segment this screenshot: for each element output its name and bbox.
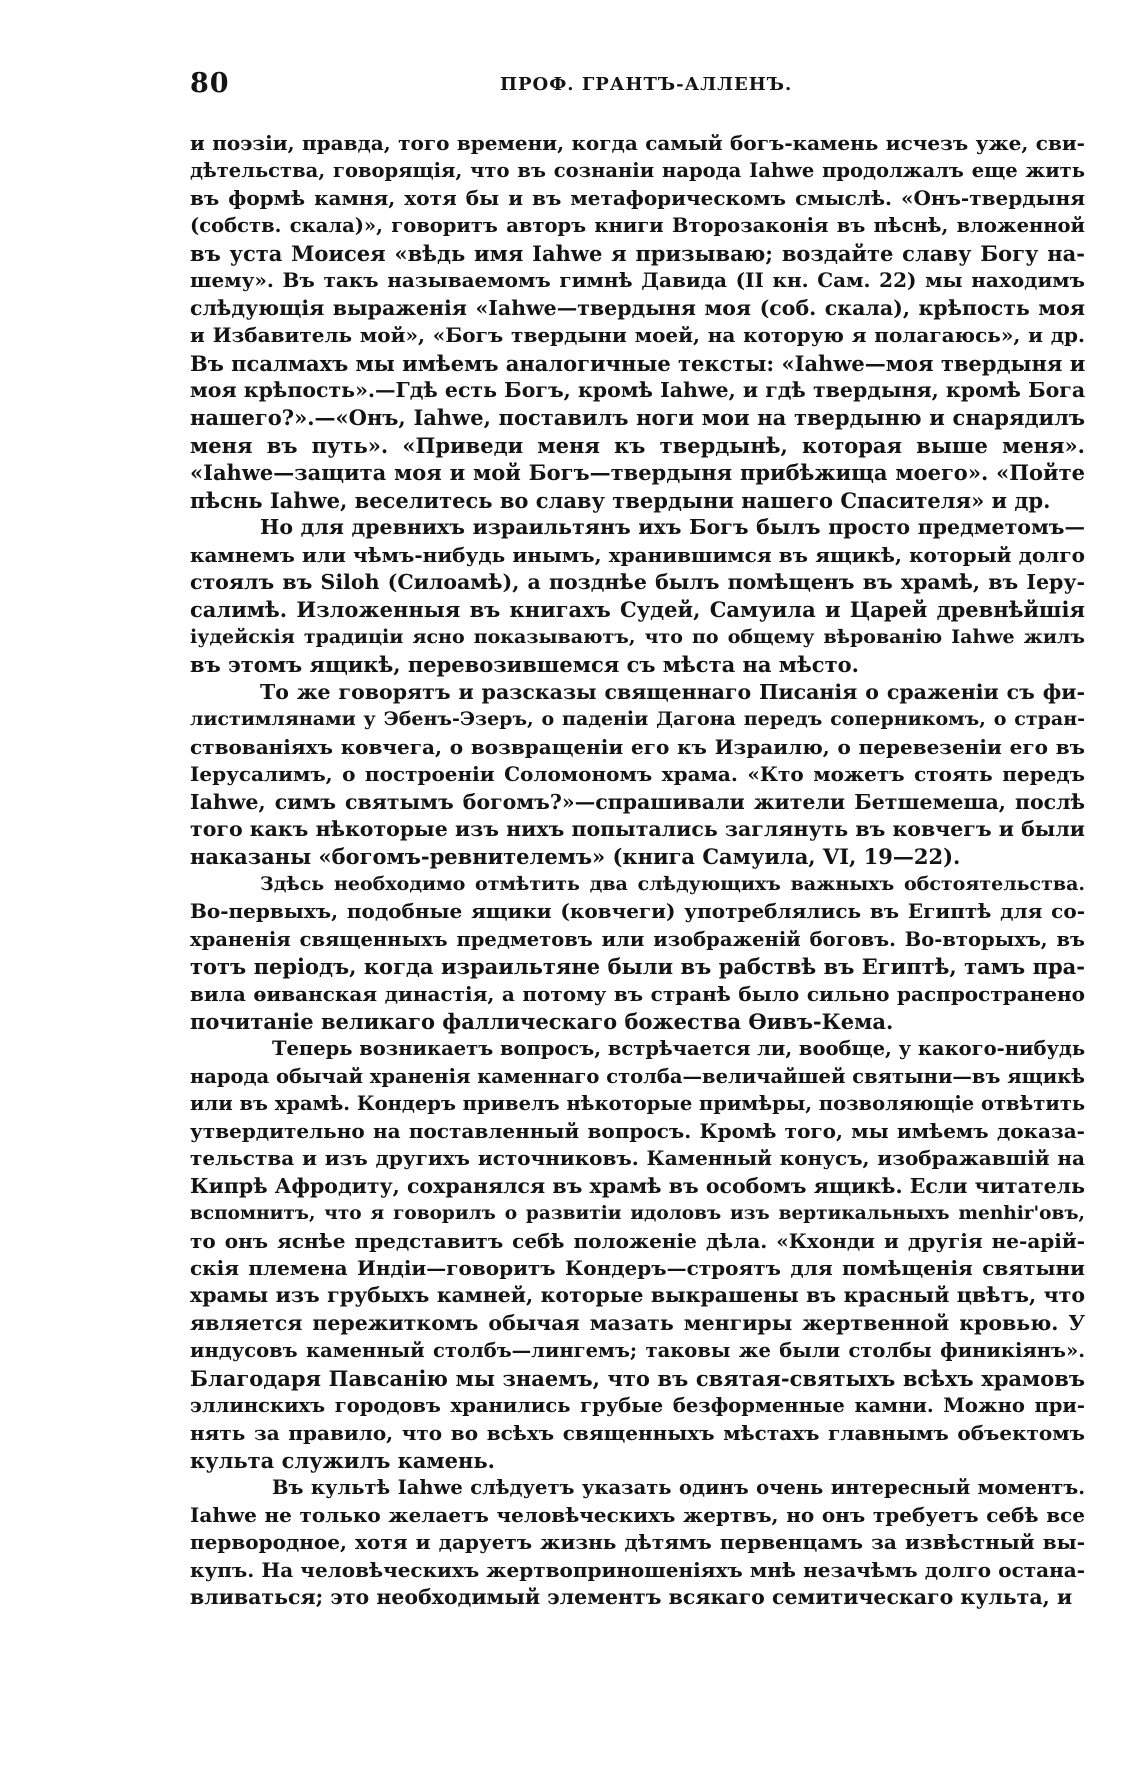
text-line: въ этомъ ящикѣ, перевозившемся съ мѣста на мѣсто. bbox=[190, 652, 859, 678]
text-line: iудейскія традиціи ясно показываютъ, что по общему вѣрованію Iahwe жилъ bbox=[190, 625, 1085, 648]
text-line: первородное, хотя и даруетъ жизнь дѣтямъ первенцамъ за извѣстный вы- bbox=[190, 1530, 1085, 1555]
text-line: Въ псалмахъ мы имѣемъ аналогичные тексты: «Iahwe—моя твердыня и bbox=[190, 350, 1085, 376]
running-title: ПРОФ. ГРАНТЪ-АЛЛЕНЪ. bbox=[500, 74, 793, 95]
text-line: Теперь возникаетъ вопросъ, встрѣчается ли, вообще, у какого-нибудь bbox=[272, 1037, 1085, 1061]
text-line: меня въ путь». «Приведи меня къ твердынѣ, которая выше меня». bbox=[190, 432, 1085, 458]
text-line: вспомнитъ, что я говорилъ о развитіи идоловъ изъ вертикальныхъ menhir'овъ, bbox=[190, 1203, 1085, 1225]
text-line: тотъ періодъ, когда израильтяне были въ рабствѣ въ Египтѣ, тамъ пра- bbox=[190, 954, 1085, 980]
text-line: нять за правило, что во всѣхъ священныхъ мѣстахъ главнымъ объектомъ bbox=[190, 1420, 1085, 1445]
text-line: въ формѣ камня, хотя бы и въ метафорическомъ смыслѣ. «Онъ-твердыня bbox=[190, 185, 1085, 210]
text-line: того какъ нѣкоторые изъ нихъ попытались заглянуть въ ковчегъ и были bbox=[190, 816, 1085, 841]
paragraph-4 bbox=[190, 871, 1085, 1036]
text-line: Во-первыхъ, подобные ящики (ковчеги) употреблялись въ Египтѣ для со- bbox=[190, 899, 1085, 924]
text-line: (собств. скала)», говоритъ авторъ книги Второзаконія въ пѣснѣ, вложенной bbox=[190, 214, 1085, 238]
text-line: храненія священныхъ предметовъ или изображеній боговъ. Во-вторыхъ, въ bbox=[190, 927, 1085, 951]
text-line: въ уста Моисея «вѣдь имя Iahwe я призываю; воздайте славу Богу на- bbox=[190, 240, 1085, 266]
text-line: народа обычай храненія каменнаго столба—величайшей святыни—въ ящикѣ bbox=[190, 1064, 1085, 1088]
text-line: пѣснь Iahwe, веселитесь во славу твердыни нашего Спасителя» и др. bbox=[190, 487, 1051, 513]
paragraph-2 bbox=[190, 514, 1085, 679]
text-line: То же говорятъ и разсказы священнаго Писанія о сраженіи съ фи- bbox=[260, 679, 1085, 704]
text-line: Iahwe не только желаетъ человѣческихъ жертвъ, но онъ требуетъ себѣ все bbox=[190, 1502, 1085, 1527]
text-line: Въ культѣ Iahwe слѣдуетъ указать одинъ очень интересный моментъ. bbox=[272, 1476, 1085, 1500]
text-line: моя крѣпость».—Гдѣ есть Богъ, кромѣ Iahwe, и гдѣ твердыня, кромѣ Бога bbox=[190, 377, 1085, 402]
text-line: дѣтельства, говорящія, что въ сознаніи народа Iahwe продолжалъ еще жить bbox=[190, 159, 1085, 183]
text-line: Здѣсь необходимо отмѣтить два слѣдующихъ важныхъ обстоятельства. bbox=[260, 872, 1085, 895]
text-line: наказаны «богомъ-ревнителемъ» (книга Самуила, VI, 19—22). bbox=[190, 844, 961, 870]
text-line: и Избавитель мой», «Богъ твердыни моей, на которую я полагаюсь», и др. bbox=[190, 323, 1085, 348]
text-line: Iahwe, симъ святымъ богомъ?»—спрашивали жители Бетшемеша, послѣ bbox=[190, 789, 1085, 814]
text-line: храмы изъ грубыхъ камней, которые выкрашены въ красный цвѣтъ, что bbox=[190, 1283, 1085, 1308]
text-line: Но для древнихъ израильтянъ ихъ Богъ былъ просто предметомъ— bbox=[260, 515, 1085, 540]
page-number: 80 bbox=[190, 68, 230, 99]
text-line: скія племена Индіи—говоритъ Кондеръ—строятъ для помѣщенія святыни bbox=[190, 1255, 1085, 1280]
text-line: купъ. На человѣческихъ жертвоприношеніяхъ мнѣ незачѣмъ долго остана- bbox=[190, 1557, 1085, 1582]
text-line: вливаться; это необходимый элементъ всякаго семитическаго культа, и bbox=[190, 1585, 1073, 1610]
paragraph-6 bbox=[190, 1474, 1085, 1611]
text-line: камнемъ или чѣмъ-нибудь инымъ, хранившимся въ ящикѣ, который долго bbox=[190, 542, 1085, 567]
text-line: утвердительно на поставленный вопросъ. Кромѣ того, мы имѣемъ доказа- bbox=[190, 1118, 1085, 1143]
text-line: Iерусалимъ, о построеніи Соломономъ храма. «Кто можетъ стоять передъ bbox=[190, 762, 1085, 787]
text-line: вила ѳиванская династія, а потому въ странѣ было сильно распространено bbox=[190, 981, 1085, 1006]
text-line: культа служилъ камень. bbox=[190, 1448, 495, 1473]
text-line: Благодаря Павсанію мы знаемъ, что въ святая-святыхъ всѣхъ храмовъ bbox=[190, 1365, 1085, 1391]
text-line: стоялъ въ Siloh (Силоамѣ), а позднѣе былъ помѣщенъ въ храмѣ, въ Iеру- bbox=[190, 570, 1085, 594]
paragraph-1 bbox=[190, 130, 1085, 514]
text-line: или въ храмѣ. Кондеръ привелъ нѣкоторые примѣры, позволяющіе отвѣтить bbox=[190, 1092, 1085, 1116]
text-line: шему». Въ такъ называемомъ гимнѣ Давида (II кн. Сам. 22) мы находимъ bbox=[190, 268, 1085, 293]
text-line: тельства и изъ другихъ источниковъ. Каменный конусъ, изображавшій на bbox=[190, 1146, 1085, 1171]
text-line: эллинскихъ городовъ хранились грубые безформенные камни. Можно при- bbox=[190, 1394, 1085, 1418]
text-line: слѣдующія выраженія «Iahwe—твердыня моя (соб. скала), крѣпость моя bbox=[190, 295, 1085, 320]
text-line: индусовъ каменный столбъ—лингемъ; таковы же были столбы финикіянъ». bbox=[190, 1339, 1085, 1363]
paragraph-5 bbox=[190, 1035, 1085, 1474]
text-line: «Iahwe—защита моя и мой Богъ—твердыня прибѣжища моего». «Пойте bbox=[190, 460, 1085, 486]
text-line: салимѣ. Изложенныя въ книгахъ Судей, Самуила и Царей древнѣйшія bbox=[190, 597, 1085, 623]
text-line: почитаніе великаго фаллическаго божества Ѳивъ-Кема. bbox=[190, 1009, 894, 1034]
text-line: ствованіяхъ ковчега, о возвращеніи его къ Израилю, о перевезеніи его въ bbox=[190, 734, 1085, 759]
text-line: листимлянами у Эбенъ-Эзеръ, о паденіи Дагона передъ соперникомъ, о стран- bbox=[190, 708, 1085, 731]
paragraph-3 bbox=[190, 679, 1085, 871]
text-body bbox=[190, 130, 1085, 1612]
text-line: и поэзіи, правда, того времени, когда самый богъ-камень исчезъ уже, сви- bbox=[190, 131, 1085, 155]
text-line: Кипрѣ Афродиту, сохранялся въ храмѣ въ особомъ ящикѣ. Если читатель bbox=[190, 1173, 1085, 1198]
running-head bbox=[190, 68, 1085, 108]
text-line: то онъ яснѣе представитъ себѣ положеніе дѣла. «Кхонди и другія не-арій- bbox=[190, 1228, 1085, 1253]
text-line: нашего?».—«Онъ, Iahwe, поставилъ ноги мои на твердыню и снарядилъ bbox=[190, 405, 1085, 431]
text-line: является пережиткомъ обычая мазать менгиры жертвенной кровью. У bbox=[190, 1310, 1085, 1335]
